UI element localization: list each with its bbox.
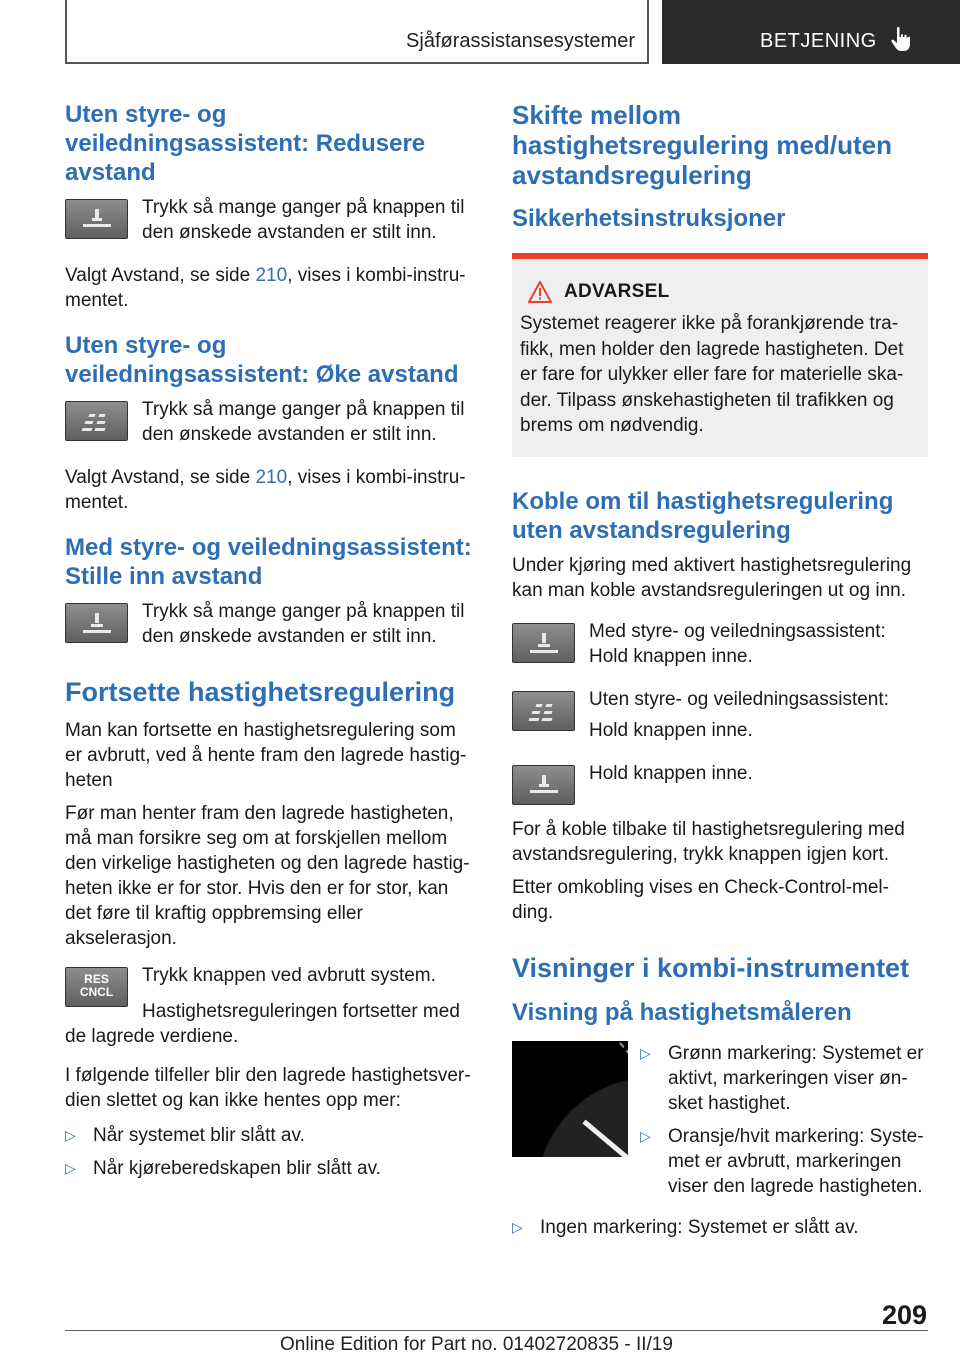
chapter-label: BETJENING — [760, 30, 877, 52]
resume-caution: Før man henter fram den lagrede hastigheten, må man forsikre seg om at forskjellen mellom den virkelige hastigheten og den lagrede hastig-heten ikke er for stor. Hvis den er for stor, kan det føre til kraftig oppbremsing eller akselerasjon. — [65, 803, 470, 949]
instruction-row — [65, 599, 477, 655]
marking-list-tail — [512, 1215, 928, 1240]
instruction-text: Trykk så mange ganger på knappen til den ønskede avstanden er stilt inn. — [142, 601, 465, 647]
distance-increase-button-icon — [65, 401, 128, 441]
speedometer-image — [512, 1041, 628, 1157]
section-reduce-distance — [65, 100, 477, 313]
distance-reduce-button-icon — [512, 765, 575, 805]
instruction-row — [512, 687, 928, 749]
resume-intro: Man kan fortsette en hastighetsregulering som er avbrutt, ved å hente fram den lagrede hastig-heten — [65, 720, 467, 791]
distance-reduce-button-icon — [65, 199, 128, 239]
instruction-row — [512, 619, 928, 675]
instruction-row — [65, 397, 477, 453]
chapter-tab[interactable] — [662, 0, 960, 64]
distance-set-button-icon — [65, 603, 128, 643]
heading-switch-off-distance: Koble om til hastighetsregulering uten avstandsregulering — [512, 487, 894, 544]
list-item: ▷ Når kjøreberedskapen blir slått av. — [65, 1158, 381, 1179]
triangle-bullet-icon: ▷ — [640, 1044, 651, 1061]
instruction-row — [65, 195, 477, 251]
warning-text: Systemet reagerer ikke på forankjørende tra-fikk, men holder den lagrede hastigheten. Det er fare for ulykker eller fare for materielle ska-der. Tilpass ønskehastigheten til trafikken og brems om nødvendig. — [520, 313, 904, 436]
left-column — [65, 100, 477, 1189]
pointing-hand-icon — [890, 26, 914, 52]
switch-intro: Under kjøring med aktivert hastighetsregulering kan man koble avstandsreguleringen ut og inn. — [512, 554, 912, 601]
speedometer-figure — [512, 1041, 928, 1207]
distance-note: Valgt Avstand, se side 210, vises i kombi-instru-mentet. — [65, 265, 466, 311]
check-control-note: Etter omkobling vises en Check-Control-mel-ding. — [512, 876, 889, 923]
instruction-text: Trykk knappen ved avbrutt system. — [142, 965, 436, 986]
page-reference-link[interactable]: 210 — [255, 467, 288, 488]
triangle-bullet-icon: ▷ — [640, 1127, 651, 1144]
right-column — [512, 100, 928, 1248]
page-number: 209 — [881, 1300, 927, 1330]
heading-set-distance: Med styre- og veiledningsassistent: Stille inn avstand — [65, 534, 472, 590]
distance-increase-button-icon — [512, 691, 575, 731]
list-item: ▷ Grønn markering: Systemet er aktivt, markeringen viser øn-sket hastighet. — [640, 1042, 924, 1114]
list-item: ▷ Ingen markering: Systemet er slått av. — [512, 1216, 859, 1238]
switch-back-note: For å koble tilbake til hastighetsregulering med avstandsregulering, trykk knappen igjen kort. — [512, 818, 905, 865]
warning-box — [512, 253, 928, 457]
instruction-row — [512, 761, 928, 805]
warning-triangle-icon — [528, 281, 552, 303]
edition-note: Online Edition for Part no. 01402720835 - II/19 — [280, 1334, 673, 1355]
row-action: Hold knappen inne. — [589, 645, 753, 667]
instruction-text: Trykk så mange ganger på knappen til den ønskede avstanden er stilt inn. — [142, 197, 465, 243]
heading-reduce-distance: Uten styre- og veiledningsassistent: Redusere avstand — [65, 101, 426, 186]
row-action: Hold knappen inne. — [589, 719, 753, 741]
instruction-text: Trykk så mange ganger på knappen til den ønskede avstanden er stilt inn. — [142, 399, 465, 445]
row-label: Med styre- og veiledningsassistent: — [589, 620, 886, 642]
heading-switch-mode: Skifte mellom hastighetsregulering med/uten avstandsregulering — [512, 100, 892, 190]
resume-result: Hastighetsreguleringen fortsetter med de lagrede verdiene. — [65, 1001, 460, 1047]
warning-title: ADVARSEL — [564, 281, 670, 302]
heading-speedometer: Visning på hastighetsmåleren — [512, 998, 852, 1026]
heading-resume: Fortsette hastighetsregulering — [65, 677, 456, 707]
triangle-bullet-icon: ▷ — [512, 1218, 523, 1235]
bullet-list — [65, 1123, 477, 1181]
footer-divider — [65, 1330, 863, 1331]
heading-increase-distance: Uten styre- og veiledningsassistent: Øke avstand — [65, 332, 459, 388]
triangle-bullet-icon: ▷ — [65, 1127, 76, 1143]
row-label: Uten styre- og veiledningsassistent: — [589, 688, 889, 710]
list-item: ▷ Når systemet blir slått av. — [65, 1125, 305, 1146]
marking-list — [640, 1041, 928, 1207]
distance-note: Valgt Avstand, se side 210, vises i kombi-instru-mentet. — [65, 467, 466, 513]
row-action: Hold knappen inne. — [589, 762, 753, 784]
triangle-bullet-icon: ▷ — [65, 1160, 76, 1176]
res-cncl-button-icon: RES CNCL — [65, 967, 128, 1007]
page-reference-link[interactable]: 210 — [255, 265, 288, 286]
heading-display: Visninger i kombi-instrumentet — [512, 952, 910, 983]
section-title: Sjåførassistansesystemer — [406, 30, 635, 52]
heading-safety: Sikkerhetsinstruksjoner — [512, 205, 786, 232]
distance-set-button-icon — [512, 623, 575, 663]
list-item: ▷ Oransje/hvit markering: Syste-met er avbrutt, markeringen viser den lagrede hastigheten. — [640, 1125, 924, 1197]
section-increase-distance — [65, 331, 477, 515]
section-set-distance — [65, 533, 477, 655]
resume-delete-note: I følgende tilfeller blir den lagrede hastighetsver-dien slettet og kan ikke hentes opp mer: — [65, 1065, 471, 1111]
section-resume — [65, 677, 477, 1181]
footer-divider — [863, 1330, 928, 1331]
